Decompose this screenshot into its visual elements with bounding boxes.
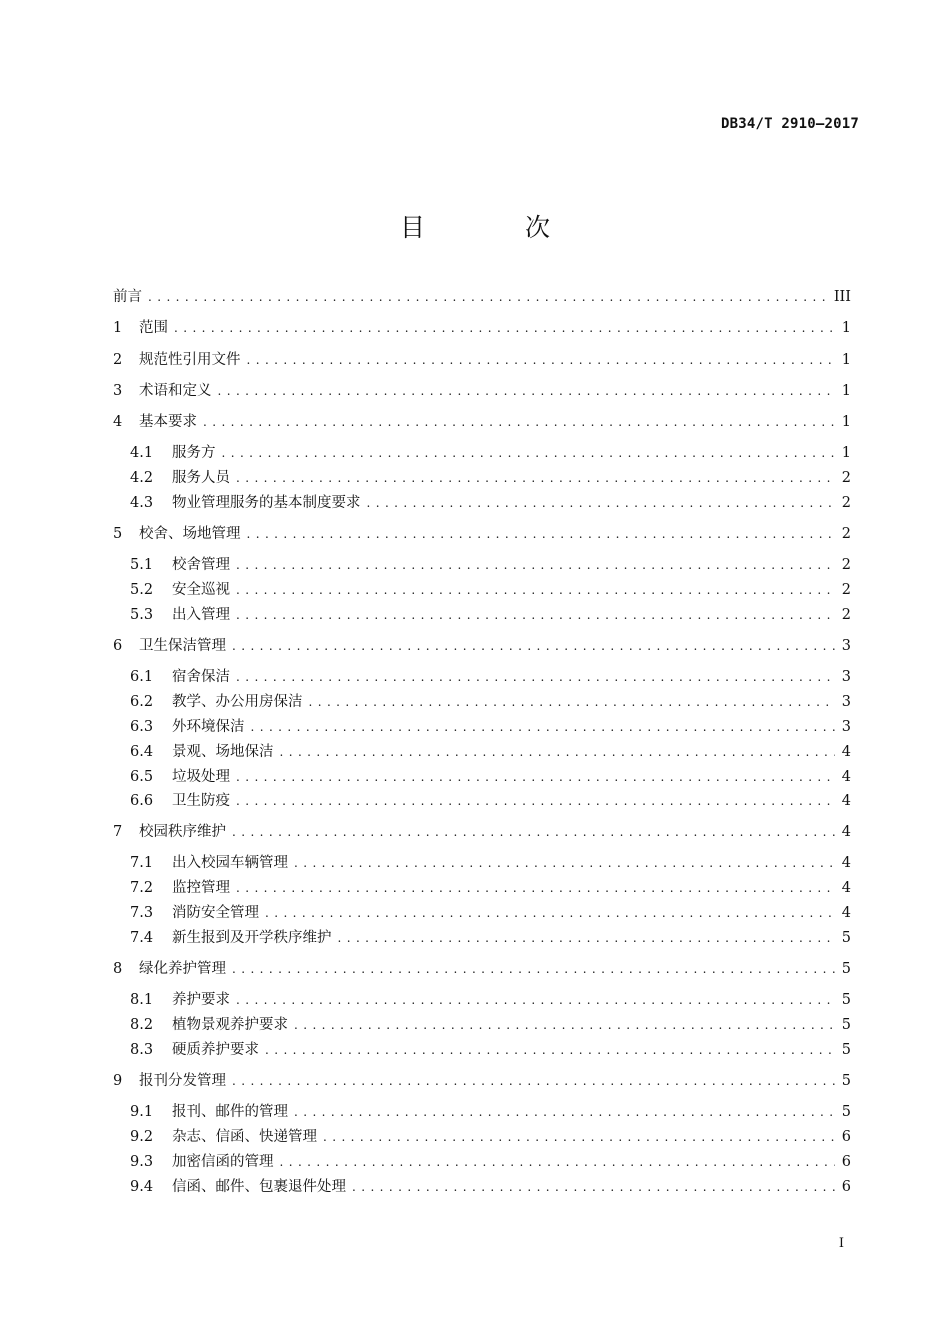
toc-entry[interactable] bbox=[130, 1102, 851, 1122]
toc-entry-label: 信函、邮件、包裹退件处理 bbox=[172, 1179, 346, 1195]
toc-dot-leader bbox=[203, 412, 835, 432]
document-code: DB34/T 2910—2017 bbox=[720, 116, 859, 132]
toc-entry[interactable] bbox=[113, 822, 851, 842]
toc-entry-label: 规范性引用文件 bbox=[139, 352, 241, 368]
toc-entry[interactable] bbox=[130, 692, 851, 712]
toc-entry[interactable] bbox=[130, 493, 851, 513]
toc-entry[interactable] bbox=[130, 742, 851, 762]
toc-entry-page: 6 bbox=[841, 1179, 851, 1195]
toc-entry-label: 服务人员 bbox=[172, 470, 230, 486]
toc-entry[interactable] bbox=[130, 468, 851, 488]
toc-dot-leader bbox=[294, 1102, 835, 1122]
toc-entry-number: 3 bbox=[113, 383, 123, 399]
toc-dot-leader bbox=[338, 928, 836, 948]
toc-dot-leader bbox=[222, 443, 836, 463]
toc-entry-page: 2 bbox=[841, 582, 851, 598]
toc-entry-number: 7.2 bbox=[130, 880, 154, 896]
toc-entry[interactable] bbox=[113, 959, 851, 979]
toc-entry-number: 7.3 bbox=[130, 905, 154, 921]
toc-entry[interactable] bbox=[130, 555, 851, 575]
toc-entry[interactable] bbox=[113, 412, 851, 432]
toc-dot-leader bbox=[236, 605, 835, 625]
toc-entry-page: 1 bbox=[841, 445, 851, 461]
toc-entry-page: 3 bbox=[841, 694, 851, 710]
toc-dot-leader bbox=[294, 1015, 835, 1035]
toc-entry-label: 景观、场地保洁 bbox=[172, 744, 274, 760]
toc-entry[interactable] bbox=[130, 1152, 851, 1172]
toc-entry-number: 1 bbox=[113, 320, 123, 336]
toc-entry[interactable] bbox=[113, 524, 851, 544]
toc-entry-number: 6.3 bbox=[130, 719, 154, 735]
toc-entry-number: 7.4 bbox=[130, 930, 154, 946]
toc-entry-number: 4.1 bbox=[130, 445, 154, 461]
toc-dot-leader bbox=[352, 1177, 835, 1197]
toc-entry-number: 6.4 bbox=[130, 744, 154, 760]
toc-dot-leader bbox=[265, 903, 835, 923]
toc-entry-number: 7 bbox=[113, 824, 123, 840]
toc-entry-label: 报刊分发管理 bbox=[139, 1073, 226, 1089]
toc-entry-label: 垃圾处理 bbox=[172, 769, 230, 785]
toc-entry-number: 4 bbox=[113, 414, 123, 430]
toc-entry[interactable] bbox=[130, 1177, 851, 1197]
toc-entry-label: 养护要求 bbox=[172, 992, 230, 1008]
toc-entry[interactable] bbox=[130, 1015, 851, 1035]
toc-entry-label: 外环境保洁 bbox=[172, 719, 245, 735]
toc-entry-label: 范围 bbox=[139, 320, 168, 336]
toc-entry-page: 4 bbox=[841, 744, 851, 760]
toc-entry-label: 加密信函的管理 bbox=[172, 1154, 274, 1170]
toc-dot-leader bbox=[148, 287, 828, 307]
toc-entry-label: 杂志、信函、快递管理 bbox=[172, 1129, 317, 1145]
toc-dot-leader bbox=[247, 350, 836, 370]
toc-entry[interactable] bbox=[113, 1071, 851, 1091]
toc-entry-number: 5.2 bbox=[130, 582, 154, 598]
toc-entry-label: 校园秩序维护 bbox=[139, 824, 226, 840]
toc-dot-leader bbox=[236, 555, 835, 575]
toc-entry[interactable] bbox=[130, 903, 851, 923]
toc-entry-number: 7.1 bbox=[130, 855, 154, 871]
toc-entry-page: 1 bbox=[841, 414, 851, 430]
toc-entry-page: 1 bbox=[841, 352, 851, 368]
toc-entry[interactable] bbox=[130, 605, 851, 625]
toc-entry-number: 5.3 bbox=[130, 607, 154, 623]
toc-entry-label: 卫生防疫 bbox=[172, 793, 230, 809]
toc-entry-label: 植物景观养护要求 bbox=[172, 1017, 288, 1033]
toc-dot-leader bbox=[236, 468, 835, 488]
toc-entry-page: 5 bbox=[841, 992, 851, 1008]
toc-entry-page: 5 bbox=[841, 1104, 851, 1120]
toc-entry-label: 硬质养护要求 bbox=[172, 1042, 259, 1058]
toc-entry-page: 4 bbox=[841, 880, 851, 896]
toc-entry-number: 8.2 bbox=[130, 1017, 154, 1033]
toc-entry-page: 5 bbox=[841, 930, 851, 946]
toc-entry[interactable] bbox=[130, 767, 851, 787]
toc-entry-number: 6 bbox=[113, 638, 123, 654]
toc-entry-page: 4 bbox=[841, 824, 851, 840]
toc-entry-label: 教学、办公用房保洁 bbox=[172, 694, 303, 710]
toc-entry-number: 5 bbox=[113, 526, 123, 542]
toc-entry-number: 8.3 bbox=[130, 1042, 154, 1058]
toc-entry[interactable] bbox=[113, 318, 851, 338]
toc-entry-label: 基本要求 bbox=[139, 414, 197, 430]
toc-dot-leader bbox=[218, 381, 836, 401]
toc-dot-leader bbox=[232, 959, 835, 979]
toc-entry-label: 术语和定义 bbox=[139, 383, 212, 399]
toc-dot-leader bbox=[323, 1127, 835, 1147]
toc-entry-label: 校舍管理 bbox=[172, 557, 230, 573]
toc-dot-leader bbox=[294, 853, 835, 873]
toc-entry-number: 6.5 bbox=[130, 769, 154, 785]
toc-entry[interactable] bbox=[130, 990, 851, 1010]
toc-entry-number: 4.2 bbox=[130, 470, 154, 486]
toc-entry-page: 2 bbox=[841, 526, 851, 542]
toc-entry-page: 4 bbox=[841, 905, 851, 921]
toc-dot-leader bbox=[280, 1152, 836, 1172]
toc-entry-label: 卫生保洁管理 bbox=[139, 638, 226, 654]
toc-entry-page: 4 bbox=[841, 855, 851, 871]
toc-dot-leader bbox=[367, 493, 836, 513]
toc-entry-page: 1 bbox=[841, 383, 851, 399]
toc-entry-page: 2 bbox=[841, 470, 851, 486]
toc-entry[interactable] bbox=[130, 791, 851, 811]
toc-entry[interactable] bbox=[113, 636, 851, 656]
toc-entry-number: 9.3 bbox=[130, 1154, 154, 1170]
toc-entry[interactable] bbox=[130, 1040, 851, 1060]
toc-entry-number: 9.1 bbox=[130, 1104, 154, 1120]
toc-entry-page: 6 bbox=[841, 1129, 851, 1145]
toc-dot-leader bbox=[236, 791, 835, 811]
toc-entry-page: 1 bbox=[841, 320, 851, 336]
toc-dot-leader bbox=[232, 822, 835, 842]
toc-entry-page: 3 bbox=[841, 669, 851, 685]
toc-entry-label: 安全巡视 bbox=[172, 582, 230, 598]
toc-entry-page: 5 bbox=[841, 1042, 851, 1058]
toc-dot-leader bbox=[236, 667, 835, 687]
toc-entry-label: 监控管理 bbox=[172, 880, 230, 896]
toc-entry[interactable] bbox=[130, 928, 851, 948]
toc-dot-leader bbox=[280, 742, 836, 762]
toc-dot-leader bbox=[236, 878, 835, 898]
toc-entry[interactable] bbox=[130, 717, 851, 737]
toc-entry-label: 绿化养护管理 bbox=[139, 961, 226, 977]
toc-entry[interactable] bbox=[130, 667, 851, 687]
toc-dot-leader bbox=[232, 1071, 835, 1091]
toc-entry[interactable] bbox=[113, 381, 851, 401]
toc-dot-leader bbox=[232, 636, 835, 656]
toc-entry-label: 校舍、场地管理 bbox=[139, 526, 241, 542]
toc-entry[interactable] bbox=[130, 1127, 851, 1147]
toc-entry-page: 4 bbox=[841, 769, 851, 785]
toc-entry[interactable] bbox=[113, 287, 851, 307]
toc-entry-page: 6 bbox=[841, 1154, 851, 1170]
toc-entry-page: 2 bbox=[841, 557, 851, 573]
toc-entry-label: 物业管理服务的基本制度要求 bbox=[172, 495, 361, 511]
toc-entry[interactable] bbox=[130, 443, 851, 463]
toc-entry-number: 5.1 bbox=[130, 557, 154, 573]
toc-entry-label: 出入校园车辆管理 bbox=[172, 855, 288, 871]
toc-entry-label: 消防安全管理 bbox=[172, 905, 259, 921]
toc-dot-leader bbox=[236, 580, 835, 600]
toc-entry[interactable] bbox=[113, 350, 851, 370]
toc-dot-leader bbox=[265, 1040, 835, 1060]
toc-dot-leader bbox=[174, 318, 835, 338]
toc-dot-leader bbox=[247, 524, 836, 544]
toc-entry-label: 报刊、邮件的管理 bbox=[172, 1104, 288, 1120]
toc-entry-page: 5 bbox=[841, 961, 851, 977]
toc-entry-page: 5 bbox=[841, 1073, 851, 1089]
toc-entry-page: 2 bbox=[841, 495, 851, 511]
toc-entry[interactable] bbox=[130, 878, 851, 898]
toc-entry-page: 3 bbox=[841, 638, 851, 654]
toc-entry-label: 服务方 bbox=[172, 445, 216, 461]
toc-entry-number: 2 bbox=[113, 352, 123, 368]
page-number: I bbox=[838, 1236, 844, 1251]
toc-dot-leader bbox=[236, 767, 835, 787]
toc-entry-page: 3 bbox=[841, 719, 851, 735]
toc-entry-number: 4.3 bbox=[130, 495, 154, 511]
toc-entry-number: 6.1 bbox=[130, 669, 154, 685]
toc-dot-leader bbox=[236, 990, 835, 1010]
toc-entry-number: 6.2 bbox=[130, 694, 154, 710]
toc-entry-label: 出入管理 bbox=[172, 607, 230, 623]
toc-entry-label: 前言 bbox=[113, 289, 142, 305]
toc-entry-number: 8 bbox=[113, 961, 123, 977]
toc-entry[interactable] bbox=[130, 853, 851, 873]
toc-entry-label: 新生报到及开学秩序维护 bbox=[172, 930, 332, 946]
toc-entry-page: 4 bbox=[841, 793, 851, 809]
toc-dot-leader bbox=[309, 692, 836, 712]
toc-entry-page: 5 bbox=[841, 1017, 851, 1033]
toc-entry-number: 9 bbox=[113, 1073, 123, 1089]
toc-entry-label: 宿舍保洁 bbox=[172, 669, 230, 685]
toc-dot-leader bbox=[251, 717, 836, 737]
page-title: 目 次 bbox=[400, 213, 596, 242]
toc-entry-number: 9.4 bbox=[130, 1179, 154, 1195]
toc-entry-number: 8.1 bbox=[130, 992, 154, 1008]
toc-entry-number: 6.6 bbox=[130, 793, 154, 809]
toc-entry-page: III bbox=[833, 289, 851, 305]
toc-entry-number: 9.2 bbox=[130, 1129, 154, 1145]
toc-entry[interactable] bbox=[130, 580, 851, 600]
toc-entry-page: 2 bbox=[841, 607, 851, 623]
